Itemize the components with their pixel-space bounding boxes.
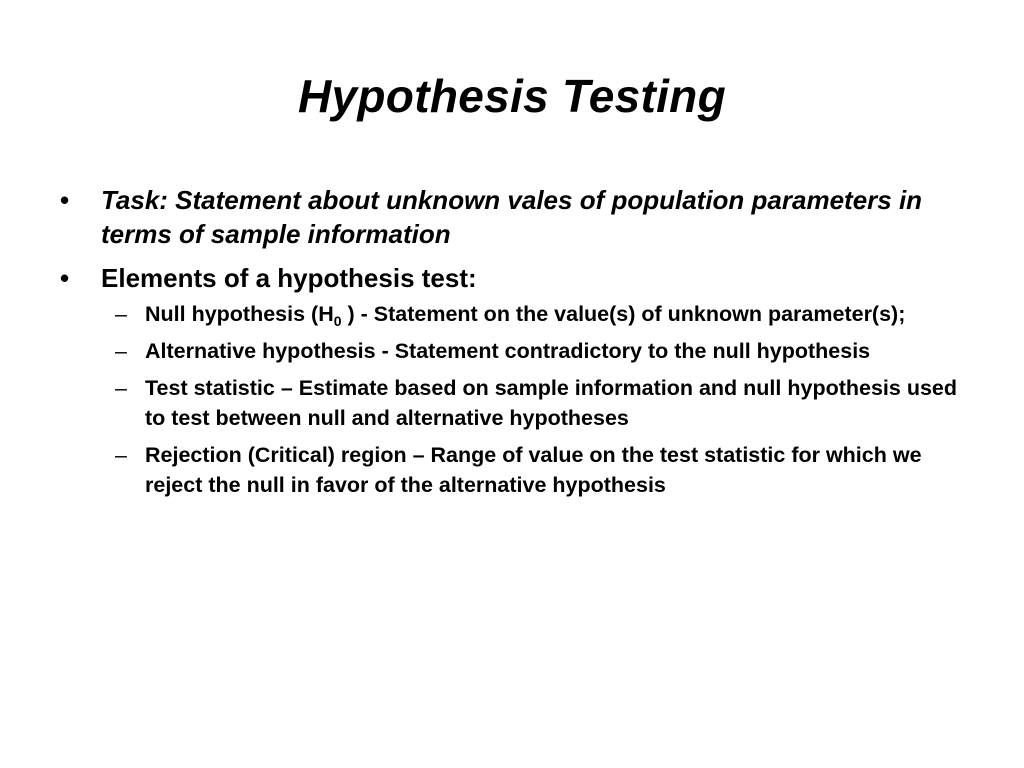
bullet-task: [60, 183, 965, 251]
rejection-region-text: Rejection (Critical) region – Range of value on the test statistic for which we reject the null in favor of the alternative hypothesis: [145, 443, 922, 497]
elements-sublist: [60, 299, 965, 500]
bullet-icon: •: [60, 185, 70, 215]
subitem-rejection-region: [60, 440, 965, 500]
alternative-hypothesis-text: Alternative hypothesis - Statement contradictory to the null hypothesis: [145, 339, 871, 363]
slide-body: [60, 183, 965, 507]
null-hypothesis-subscript: 0: [333, 313, 342, 329]
dash-icon: –: [115, 443, 127, 467]
test-statistic-text: Test statistic – Estimate based on sample information and null hypothesis used to test between null and alternative hypotheses: [145, 376, 958, 430]
null-hypothesis-suffix: ) - Statement on the value(s) of unknown parameter(s);: [341, 302, 906, 326]
bullet-icon: •: [60, 263, 70, 293]
bullet-task-text: Task: Statement about unknown vales of population parameters in terms of sample information: [101, 185, 923, 249]
bullet-elements: [60, 261, 965, 295]
slide-title: Hypothesis Testing: [298, 70, 726, 122]
dash-icon: –: [115, 339, 127, 363]
null-hypothesis-prefix: Null hypothesis (H: [145, 302, 334, 326]
subitem-alternative-hypothesis: [60, 336, 965, 366]
bullet-elements-text: Elements of a hypothesis test:: [101, 263, 477, 293]
subitem-null-hypothesis: [60, 299, 965, 329]
subitem-test-statistic: [60, 373, 965, 433]
dash-icon: –: [115, 376, 127, 400]
dash-icon: –: [115, 302, 127, 326]
